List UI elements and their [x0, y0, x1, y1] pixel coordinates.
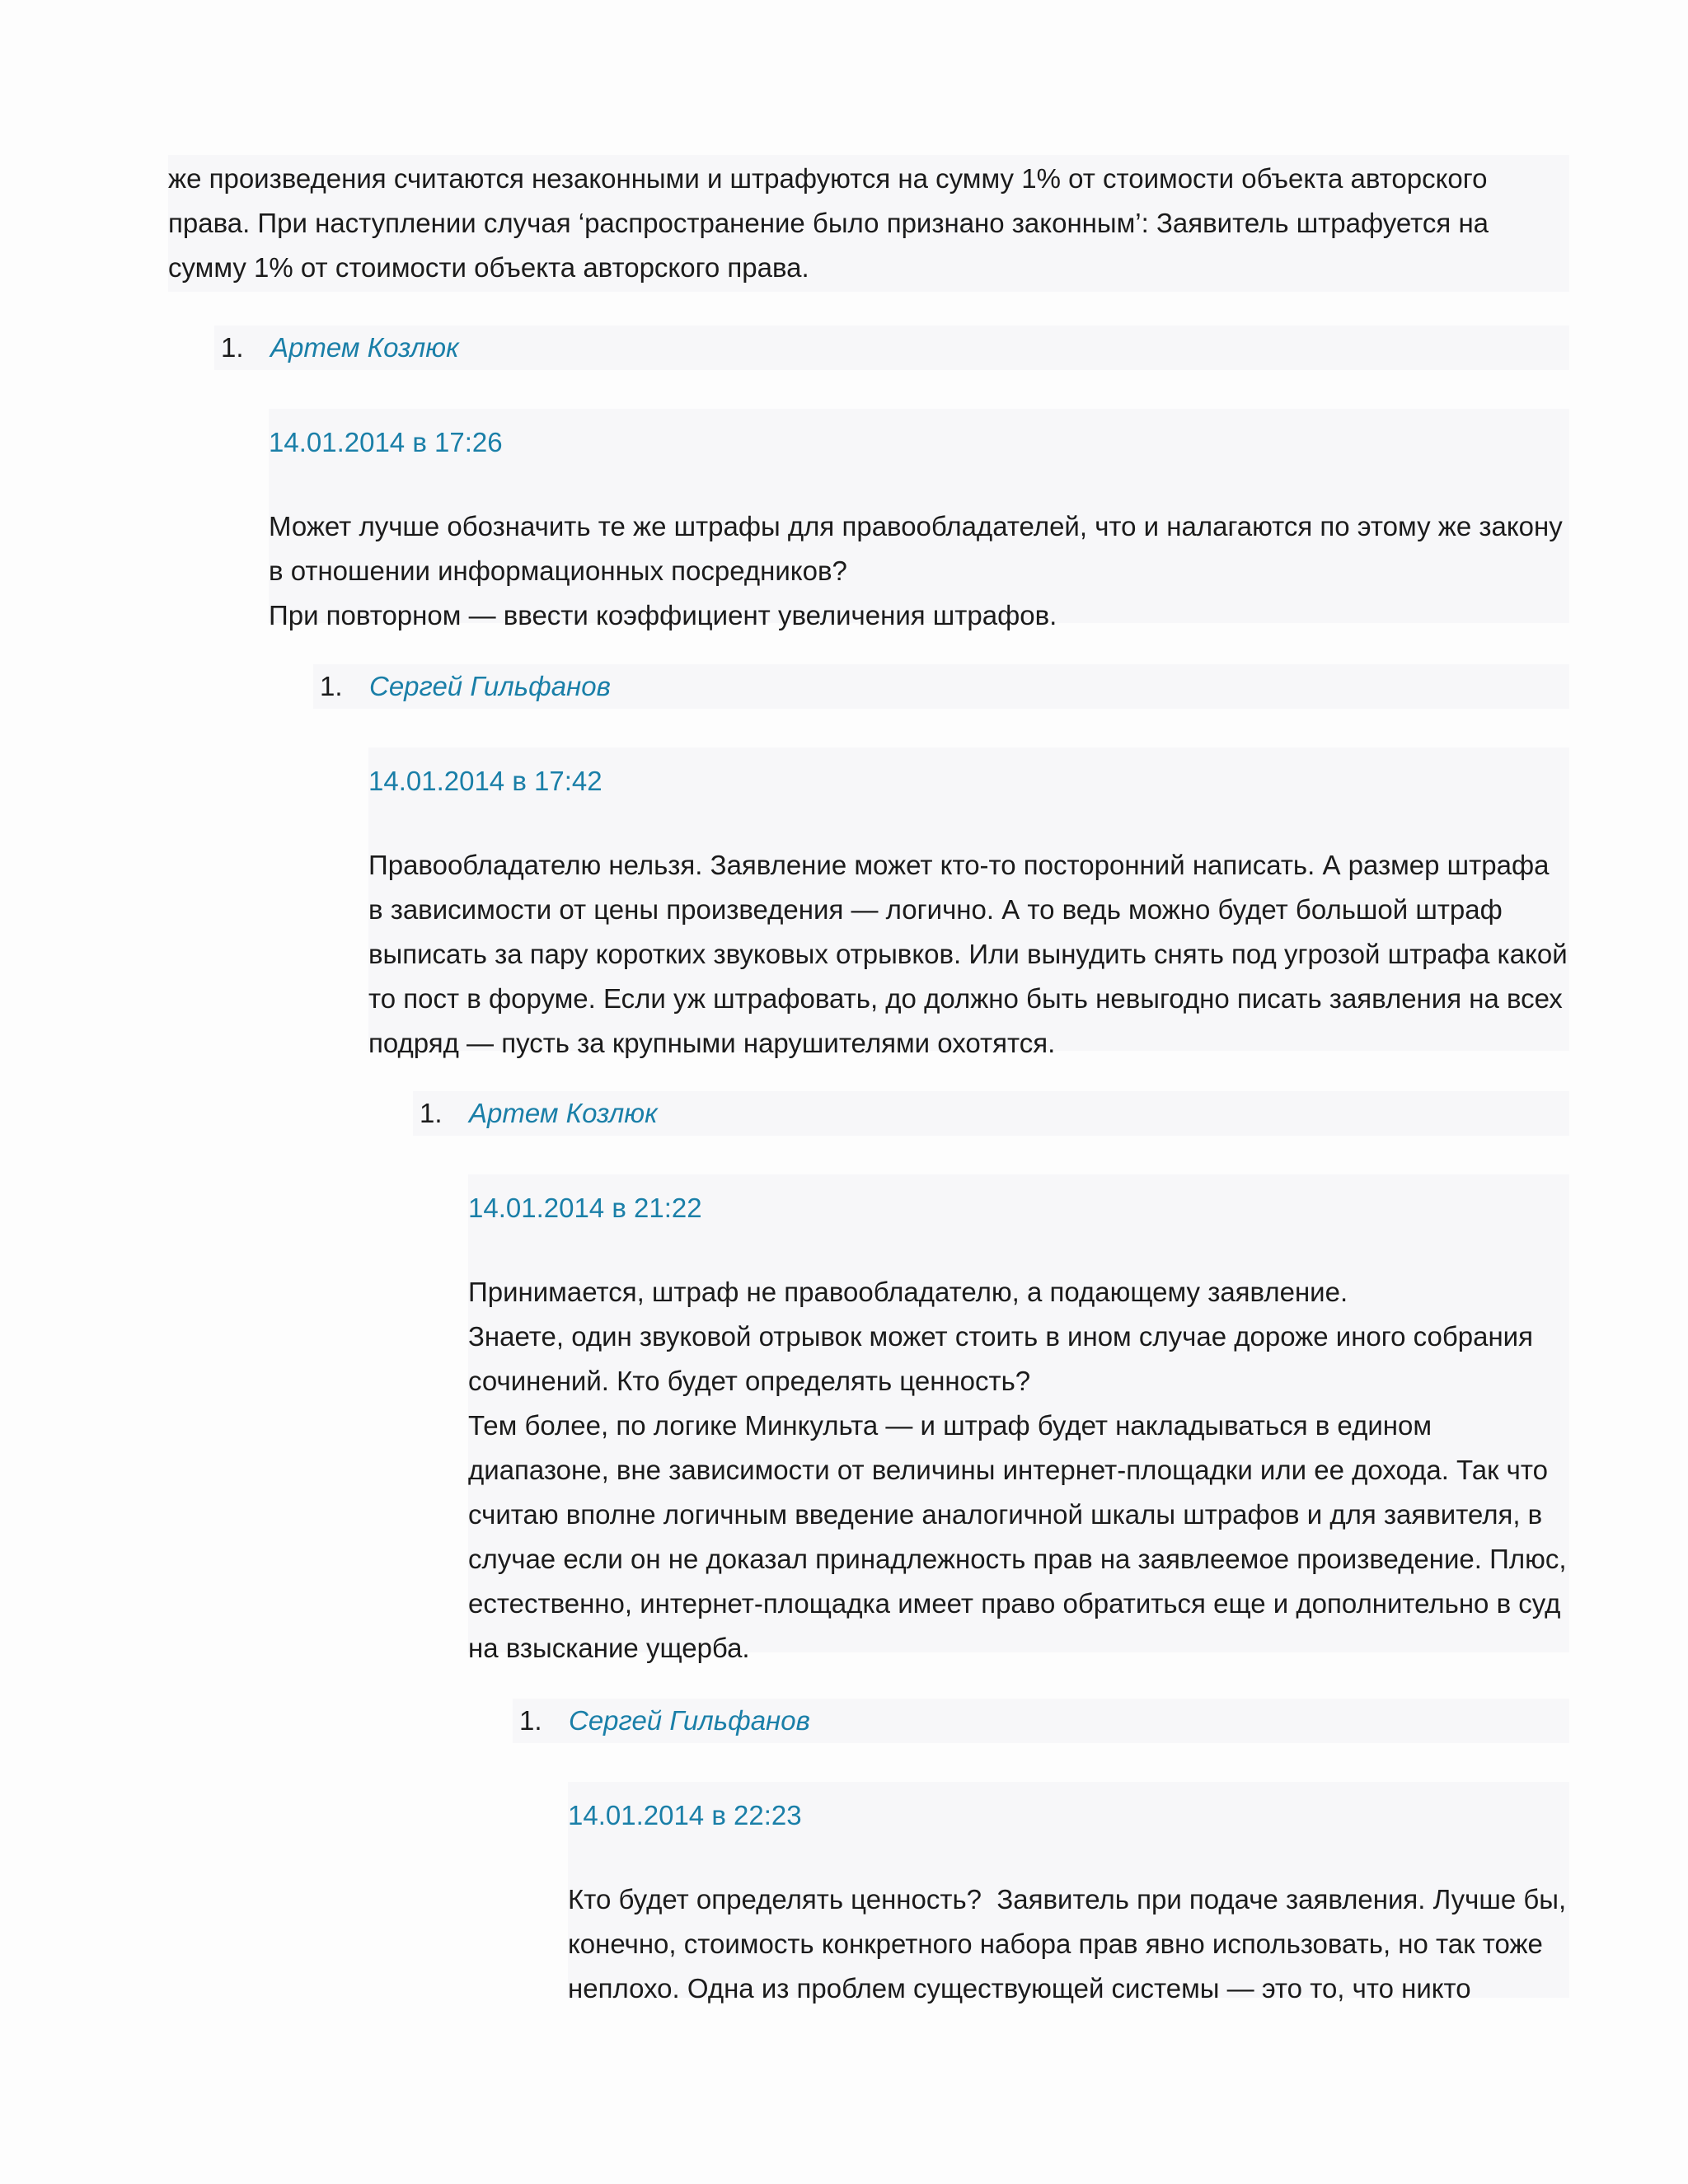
comment-author-link[interactable]: Артем Козлюк [270, 332, 459, 363]
comment-header [513, 1699, 1569, 1743]
comment-date-link[interactable]: 14.01.2014 в 21:22 [468, 1193, 702, 1223]
list-number: 1. [320, 671, 343, 701]
intro-paragraph: же произведения считаются незаконными и штрафуются на сумму 1% от стоимости объекта авторского права. При наступлении случая ‘распространение было признано законным’: Заявитель штрафуется на сумму 1% от стоимости объекта авторского права. [168, 155, 1569, 292]
list-number: 1. [221, 332, 244, 363]
comment-body-block [468, 1174, 1569, 1663]
comment-text: Правообладателю нельзя. Заявление может кто-то посторонний написать. А размер штрафа в зависимости от цены произведения — логично. А то ведь можно будет большой штраф выписать за пару коротких звуковых отрывков. Или вынудить снять под угрозой штрафа какой то пост в форуме. Если уж штрафовать, до должно быть невыгодно писать заявления на всех подряд — пусть за крупными нарушителями охотятся. [368, 850, 1575, 1058]
comment-text: Может лучше обозначить те же штрафы для правообладателей, что и налагаются по этому же закону в отношении информационных посредников? При повторном — ввести коэффициент увеличения штрафов. [269, 511, 1563, 630]
comment-date-link[interactable]: 14.01.2014 в 17:42 [368, 766, 603, 796]
list-number: 1. [519, 1705, 542, 1736]
comment-body-block [568, 1782, 1574, 2004]
comment-header [214, 326, 1569, 370]
comment-date-link[interactable]: 14.01.2014 в 22:23 [568, 1800, 802, 1830]
comment-author-link[interactable]: Сергей Гильфанов [369, 671, 611, 701]
comment-author-link[interactable]: Сергей Гильфанов [569, 1705, 810, 1736]
comment-text: Принимается, штраф не правообладателю, а подающему заявление. Знаете, один звуковой отрывок может стоить в ином случае дороже иного собрания сочинений. Кто будет определять ценность? Тем более, по логике Минкульта — и штраф будет накладываться в едином диапазоне, вне зависимости от величины интернет-площадки или ее дохода. Так что считаю вполне логичным введение аналогичной шкалы штрафов и для заявителя, в случае если он не доказал принадлежность прав на заявлеемое произведение. Плюс, естественно, интернет-площадка имеет право обратиться еще и дополнительно в суд на взыскание ущерба. [468, 1277, 1567, 1663]
comment-text: Кто будет определять ценность? Заявитель при подаче заявления. Лучше бы, конечно, стоимость конкретного набора прав явно использовать, но так тоже неплохо. Одна из проблем существующей системы — это то, что никто [568, 1884, 1574, 2004]
comment-date-link[interactable]: 14.01.2014 в 17:26 [269, 427, 503, 457]
comment-body-block [269, 409, 1569, 630]
comment-body-block [368, 748, 1575, 1058]
comment-author-link[interactable]: Артем Козлюк [469, 1098, 658, 1128]
comment-header [313, 664, 1569, 709]
comment-header [413, 1091, 1569, 1136]
list-number: 1. [420, 1098, 443, 1128]
